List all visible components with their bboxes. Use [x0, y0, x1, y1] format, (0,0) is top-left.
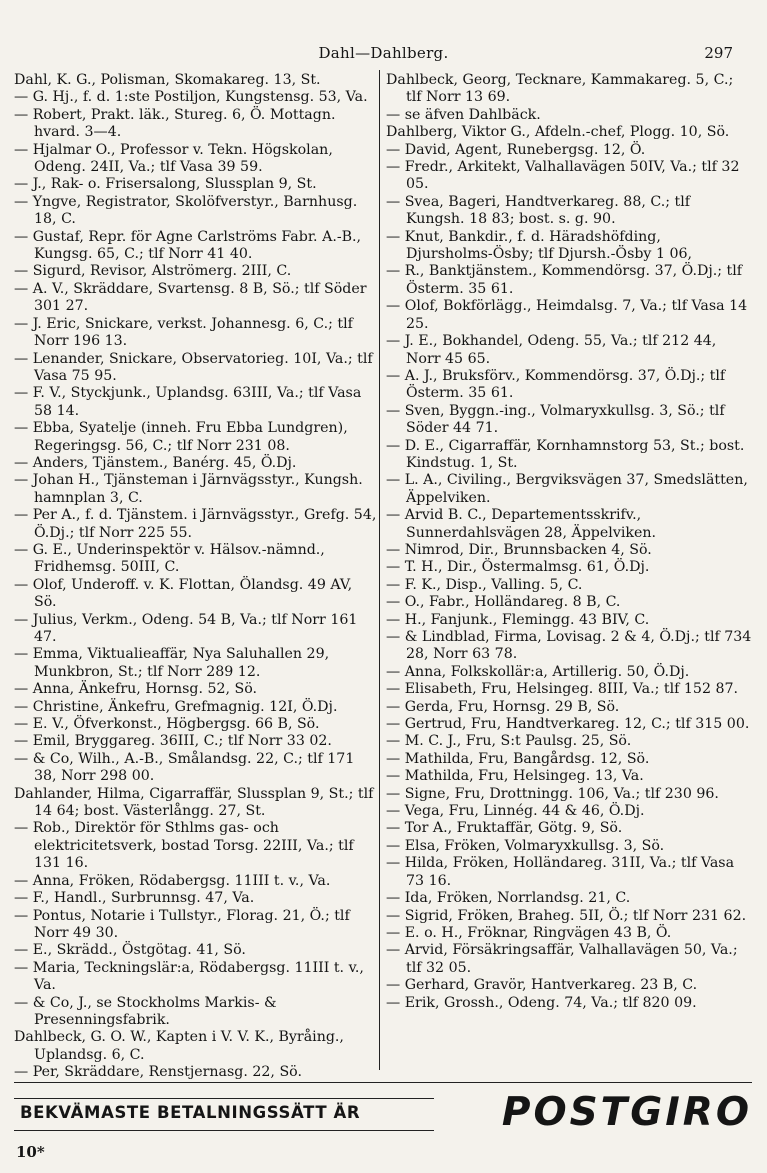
directory-entry: — E. V., Öfverkonst., Högbergsg. 66 B, Sö. [14, 716, 320, 733]
directory-entry: — Mathilda, Fru, Bangårdsg. 12, Sö. [386, 750, 650, 767]
directory-entry: — Elsa, Fröken, Volmaryxkullsg. 3, Sö. [386, 837, 665, 854]
page-number: 297 [704, 44, 733, 62]
directory-entry: — & Co, J., se Stockholms Markis- & Presenningsfabrik. [14, 994, 277, 1028]
directory-entry: — Lenander, Snickare, Observatorieg. 10I, Va.; tlf Vasa 75 95. [14, 350, 373, 384]
directory-entry: — Sigurd, Revisor, Alströmerg. 2III, C. [14, 263, 292, 280]
signature-mark: 10* [16, 1143, 45, 1161]
directory-entry: — Per A., f. d. Tjänstem. i Järnvägsstyr., Grefg. 54, Ö.Dj.; tlf Norr 225 55. [14, 507, 377, 541]
directory-entry: — J., Rak- o. Frisersalong, Slussplan 9, St. [14, 176, 317, 193]
column-divider [379, 70, 380, 1070]
directory-entry: — F., Handl., Surbrunnsg. 47, Va. [14, 890, 255, 907]
directory-entry: — Mathilda, Fru, Helsingeg. 13, Va. [386, 768, 644, 785]
directory-entry: — J. E., Bokhandel, Odeng. 55, Va.; tlf 212 44, Norr 45 65. [386, 333, 717, 367]
directory-entry: — Pontus, Notarie i Tullstyr., Florag. 21, Ö.; tlf Norr 49 30. [14, 907, 350, 941]
directory-entry: — Anna, Änkefru, Hornsg. 52, Sö. [14, 681, 258, 698]
directory-entry: — Julius, Verkm., Odeng. 54 B, Va.; tlf Norr 161 47. [14, 611, 358, 645]
directory-entry: — Anders, Tjänstem., Banérg. 45, Ö.Dj. [14, 454, 297, 471]
directory-entry: — D. E., Cigarraffär, Kornhamnstorg 53, St.; bost. Kindstug. 1, St. [386, 437, 745, 471]
directory-entry: — Erik, Grossh., Odeng. 74, Va.; tlf 820 09. [386, 994, 697, 1011]
directory-entry: — Gerhard, Gravör, Hantverkareg. 23 B, C. [386, 977, 698, 994]
running-head: Dahl—Dahlberg. [318, 44, 449, 62]
banner-rule-bottom [14, 1130, 434, 1131]
directory-entry: — & Co, Wilh., A.-B., Smålandsg. 22, C.; tlf 171 38, Norr 298 00. [14, 750, 355, 785]
directory-entry: — Elisabeth, Fru, Helsingeg. 8III, Va.; tlf 152 87. [386, 681, 739, 698]
directory-entry: — E. o. H., Fröknar, Ringvägen 43 B, Ö. [386, 924, 672, 941]
directory-entry: — Sven, Byggn.-ing., Volmaryxkullsg. 3, Sö.; tlf Söder 44 71. [386, 402, 725, 437]
banner-brand: POSTGIRO [501, 1090, 752, 1135]
directory-entry: — Nimrod, Dir., Brunnsbacken 4, Sö. [386, 541, 652, 558]
directory-entry: — & Lindblad, Firma, Lovisag. 2 & 4, Ö.Dj.; tlf 734 28, Norr 63 78. [386, 629, 752, 663]
directory-entry: — G. E., Underinspektör v. Hälsov.-nämnd., Fridhemsg. 50III, C. [14, 541, 325, 576]
directory-entry: — Knut, Bankdir., f. d. Häradshöfding, Djursholms-Ösby; tlf Djursh.-Ösby 1 06, [386, 228, 693, 263]
directory-entry: — Hilda, Fröken, Holländareg. 31II, Va.; tlf Vasa 73 16. [386, 855, 735, 889]
directory-entry: — Olof, Bokförlägg., Heimdalsg. 7, Va.; tlf Vasa 14 25. [386, 298, 748, 332]
directory-entry: Dahlbeck, Georg, Tecknare, Kammakareg. 5, C.; tlf Norr 13 69. [386, 72, 734, 106]
directory-entry: — F. K., Disp., Valling. 5, C. [386, 576, 583, 593]
directory-entry: — T. H., Dir., Östermalmsg. 61, Ö.Dj. [386, 559, 650, 576]
directory-entry: — Svea, Bageri, Handtverkareg. 88, C.; tlf Kungsh. 18 83; bost. s. g. 90. [386, 193, 690, 228]
directory-entry: — O., Fabr., Holländareg. 8 B, C. [386, 594, 621, 611]
directory-entry: — Arvid, Försäkringsaffär, Valhallavägen 50, Va.; tlf 32 05. [386, 942, 738, 976]
banner-label: BEKVÄMASTE BETALNINGSSÄTT ÄR [20, 1103, 361, 1122]
directory-entry: Dahlbeck, G. O. W., Kapten i V. V. K., Byråing., Uplandsg. 6, C. [14, 1029, 344, 1063]
directory-entry: — Hjalmar O., Professor v. Tekn. Högskolan, Odeng. 24II, Va.; tlf Vasa 39 59. [14, 141, 333, 176]
advert-banner [14, 1090, 752, 1140]
directory-entry: — G. Hj., f. d. 1:ste Postiljon, Kungstensg. 53, Va. [14, 89, 368, 106]
directory-entry: — Anna, Folkskollär:a, Artillerig. 50, Ö.Dj. [386, 663, 690, 680]
directory-entry: Dahlander, Hilma, Cigarraffär, Slussplan 9, St.; tlf 14 64; bost. Västerlångg. 27, St. [14, 785, 374, 820]
page-header [0, 44, 767, 66]
directory-entry: — Johan H., Tjänsteman i Järnvägsstyr., Kungsh. hamnplan 3, C. [14, 472, 363, 506]
directory-entry: — H., Fanjunk., Flemingg. 43 BIV, C. [386, 611, 650, 628]
directory-entry: — Maria, Teckningslär:a, Rödabergsg. 11III t. v., Va. [14, 959, 364, 994]
directory-entry: — Rob., Direktör för Sthlms gas- och elektricitetsverk, bostad Torsg. 22III, Va.; tlf 131 16. [14, 820, 354, 872]
directory-entry: — L. A., Civiling., Bergviksvägen 37, Smedslätten, Äppelviken. [386, 472, 748, 506]
directory-entry: — Olof, Underoff. v. K. Flottan, Ölandsg. 49 AV, Sö. [14, 576, 353, 611]
directory-entry: — Arvid B. C., Departementsskrifv., Sunnerdahlsvägen 28, Äppelviken. [386, 507, 657, 541]
directory-entry: — Sigrid, Fröken, Braheg. 5II, Ö.; tlf Norr 231 62. [386, 907, 747, 924]
directory-entry: Dahlberg, Viktor G., Afdeln.-chef, Plogg. 10, Sö. [386, 124, 730, 141]
directory-entry: — R., Banktjänstem., Kommendörsg. 37, Ö.Dj.; tlf Österm. 35 61. [386, 263, 743, 297]
directory-entry: — David, Agent, Runebergsg. 12, Ö. [386, 141, 646, 158]
directory-entry: — Tor A., Fruktaffär, Götg. 9, Sö. [386, 820, 623, 837]
directory-entry: — Signe, Fru, Drottningg. 106, Va.; tlf 230 96. [386, 785, 719, 802]
directory-entry: — F. V., Styckjunk., Uplandsg. 63III, Va.; tlf Vasa 58 14. [14, 385, 362, 419]
footer-rule [14, 1082, 752, 1083]
directory-entry: — Christine, Änkefru, Grefmagnig. 12I, Ö.Dj. [14, 698, 338, 715]
left-column [14, 72, 378, 1082]
directory-entry: — Ebba, Syatelje (inneh. Fru Ebba Lundgren), Regeringsg. 56, C.; tlf Norr 231 08. [14, 420, 348, 454]
directory-entry: — Ida, Fröken, Norrlandsg. 21, C. [386, 890, 631, 907]
directory-entry: — M. C. J., Fru, S:t Paulsg. 25, Sö. [386, 733, 632, 750]
directory-entry: — Vega, Fru, Linnég. 44 & 46, Ö.Dj. [386, 803, 645, 820]
right-column [386, 72, 752, 1012]
directory-entry: — Robert, Prakt. läk., Stureg. 6, Ö. Mottagn. hvard. 3—4. [14, 106, 336, 141]
directory-entry: — Emma, Viktualieaffär, Nya Saluhallen 29, Munkbron, St.; tlf Norr 289 12. [14, 646, 330, 680]
directory-entry: — Gertrud, Fru, Handtverkareg. 12, C.; tlf 315 00. [386, 716, 750, 733]
directory-entry: — Emil, Bryggareg. 36III, C.; tlf Norr 33 02. [14, 733, 332, 750]
directory-entry: — J. Eric, Snickare, verkst. Johannesg. 6, C.; tlf Norr 196 13. [14, 315, 353, 350]
directory-entry: Dahl, K. G., Polisman, Skomakareg. 13, St. [14, 72, 321, 88]
directory-entry: — Per, Skräddare, Renstjernasg. 22, Sö. [14, 1064, 302, 1081]
directory-entry: — se äfven Dahlbäck. [386, 106, 541, 123]
directory-entry: — Fredr., Arkitekt, Valhallavägen 50IV, Va.; tlf 32 05. [386, 159, 740, 193]
directory-entry: — A. V., Skräddare, Svartensg. 8 B, Sö.; tlf Söder 301 27. [14, 280, 367, 315]
directory-entry: — Anna, Fröken, Rödabergsg. 11III t. v., Va. [14, 872, 331, 889]
directory-entry: — Gustaf, Repr. för Agne Carlströms Fabr. A.-B., Kungsg. 65, C.; tlf Norr 41 40. [14, 228, 362, 263]
directory-entry: — Gerda, Fru, Hornsg. 29 B, Sö. [386, 698, 620, 715]
banner-rule-top [14, 1098, 434, 1099]
directory-entry: — A. J., Bruksförv., Kommendörsg. 37, Ö.Dj.; tlf Österm. 35 61. [386, 367, 726, 402]
directory-entry: — E., Skrädd., Östgötag. 41, Sö. [14, 942, 246, 959]
directory-entry: — Yngve, Registrator, Skolöfverstyr., Barnhusg. 18, C. [14, 193, 358, 228]
